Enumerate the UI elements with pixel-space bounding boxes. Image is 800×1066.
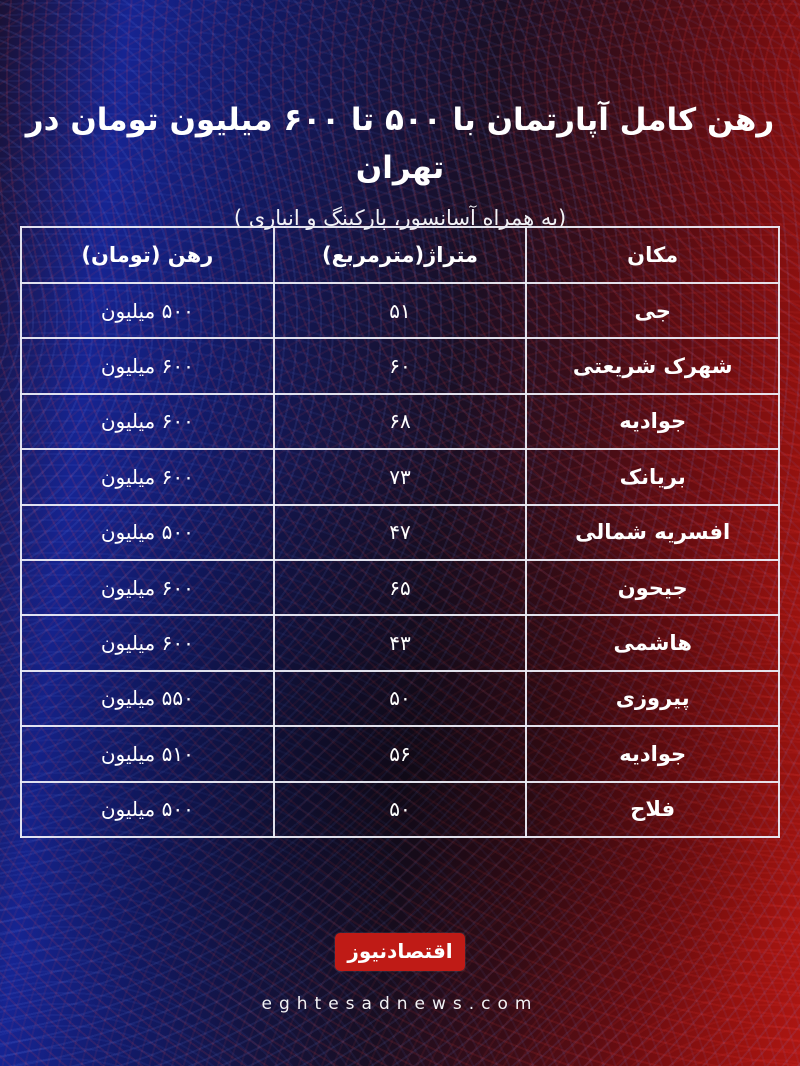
- brand: [0, 933, 800, 971]
- header-row: [21, 227, 779, 283]
- location-cell: جی: [526, 283, 779, 338]
- location-cell: شهرک شریعتی: [526, 338, 779, 393]
- page-title: رهن کامل آپارتمان با ۵۰۰ تا ۶۰۰ میلیون تومان در تهران: [25, 102, 775, 187]
- table-header: [21, 227, 779, 283]
- deposit-cell: ۵۱۰ میلیون: [21, 726, 274, 781]
- location-cell: بریانک: [526, 449, 779, 504]
- deposit-cell: ۶۰۰ میلیون: [21, 449, 274, 504]
- area-cell: ۴۷: [274, 505, 527, 560]
- table-row: [21, 449, 779, 504]
- eghtesadnews-logo: [335, 933, 464, 971]
- table-row: [21, 394, 779, 449]
- column-header-1: متراژ(مترمربع): [274, 227, 527, 283]
- deposit-cell: ۶۰۰ میلیون: [21, 615, 274, 670]
- listings-table-container: [20, 226, 780, 838]
- location-cell: جیحون: [526, 560, 779, 615]
- table-row: [21, 560, 779, 615]
- table-row: [21, 671, 779, 726]
- column-header-2: رهن (تومان): [21, 227, 274, 283]
- area-cell: ۶۵: [274, 560, 527, 615]
- header: [0, 96, 800, 230]
- website-url: eghtesadnews.com: [261, 994, 539, 1014]
- deposit-cell: ۶۰۰ میلیون: [21, 338, 274, 393]
- logo-text: اقتصادنیوز: [347, 939, 453, 963]
- deposit-cell: ۵۰۰ میلیون: [21, 782, 274, 837]
- location-cell: هاشمی: [526, 615, 779, 670]
- location-cell: افسریه شمالی: [526, 505, 779, 560]
- area-cell: ۵۶: [274, 726, 527, 781]
- area-cell: ۴۳: [274, 615, 527, 670]
- table-row: [21, 615, 779, 670]
- table-row: [21, 283, 779, 338]
- area-cell: ۵۰: [274, 782, 527, 837]
- area-cell: ۵۰: [274, 671, 527, 726]
- table-body: [21, 283, 779, 837]
- column-header-0: مکان: [526, 227, 779, 283]
- table-row: [21, 338, 779, 393]
- table-row: [21, 726, 779, 781]
- table-row: [21, 505, 779, 560]
- deposit-cell: ۵۵۰ میلیون: [21, 671, 274, 726]
- listings-table: [20, 226, 780, 838]
- deposit-cell: ۶۰۰ میلیون: [21, 394, 274, 449]
- table-row: [21, 782, 779, 837]
- location-cell: فلاح: [526, 782, 779, 837]
- page-subtitle: (به همراه آسانسور، پارکینگ و انباری ): [233, 206, 567, 231]
- location-cell: جوادیه: [526, 726, 779, 781]
- location-cell: جوادیه: [526, 394, 779, 449]
- area-cell: ۶۰: [274, 338, 527, 393]
- area-cell: ۷۳: [274, 449, 527, 504]
- deposit-cell: ۶۰۰ میلیون: [21, 560, 274, 615]
- deposit-cell: ۵۰۰ میلیون: [21, 283, 274, 338]
- deposit-cell: ۵۰۰ میلیون: [21, 505, 274, 560]
- area-cell: ۵۱: [274, 283, 527, 338]
- area-cell: ۶۸: [274, 394, 527, 449]
- location-cell: پیروزی: [526, 671, 779, 726]
